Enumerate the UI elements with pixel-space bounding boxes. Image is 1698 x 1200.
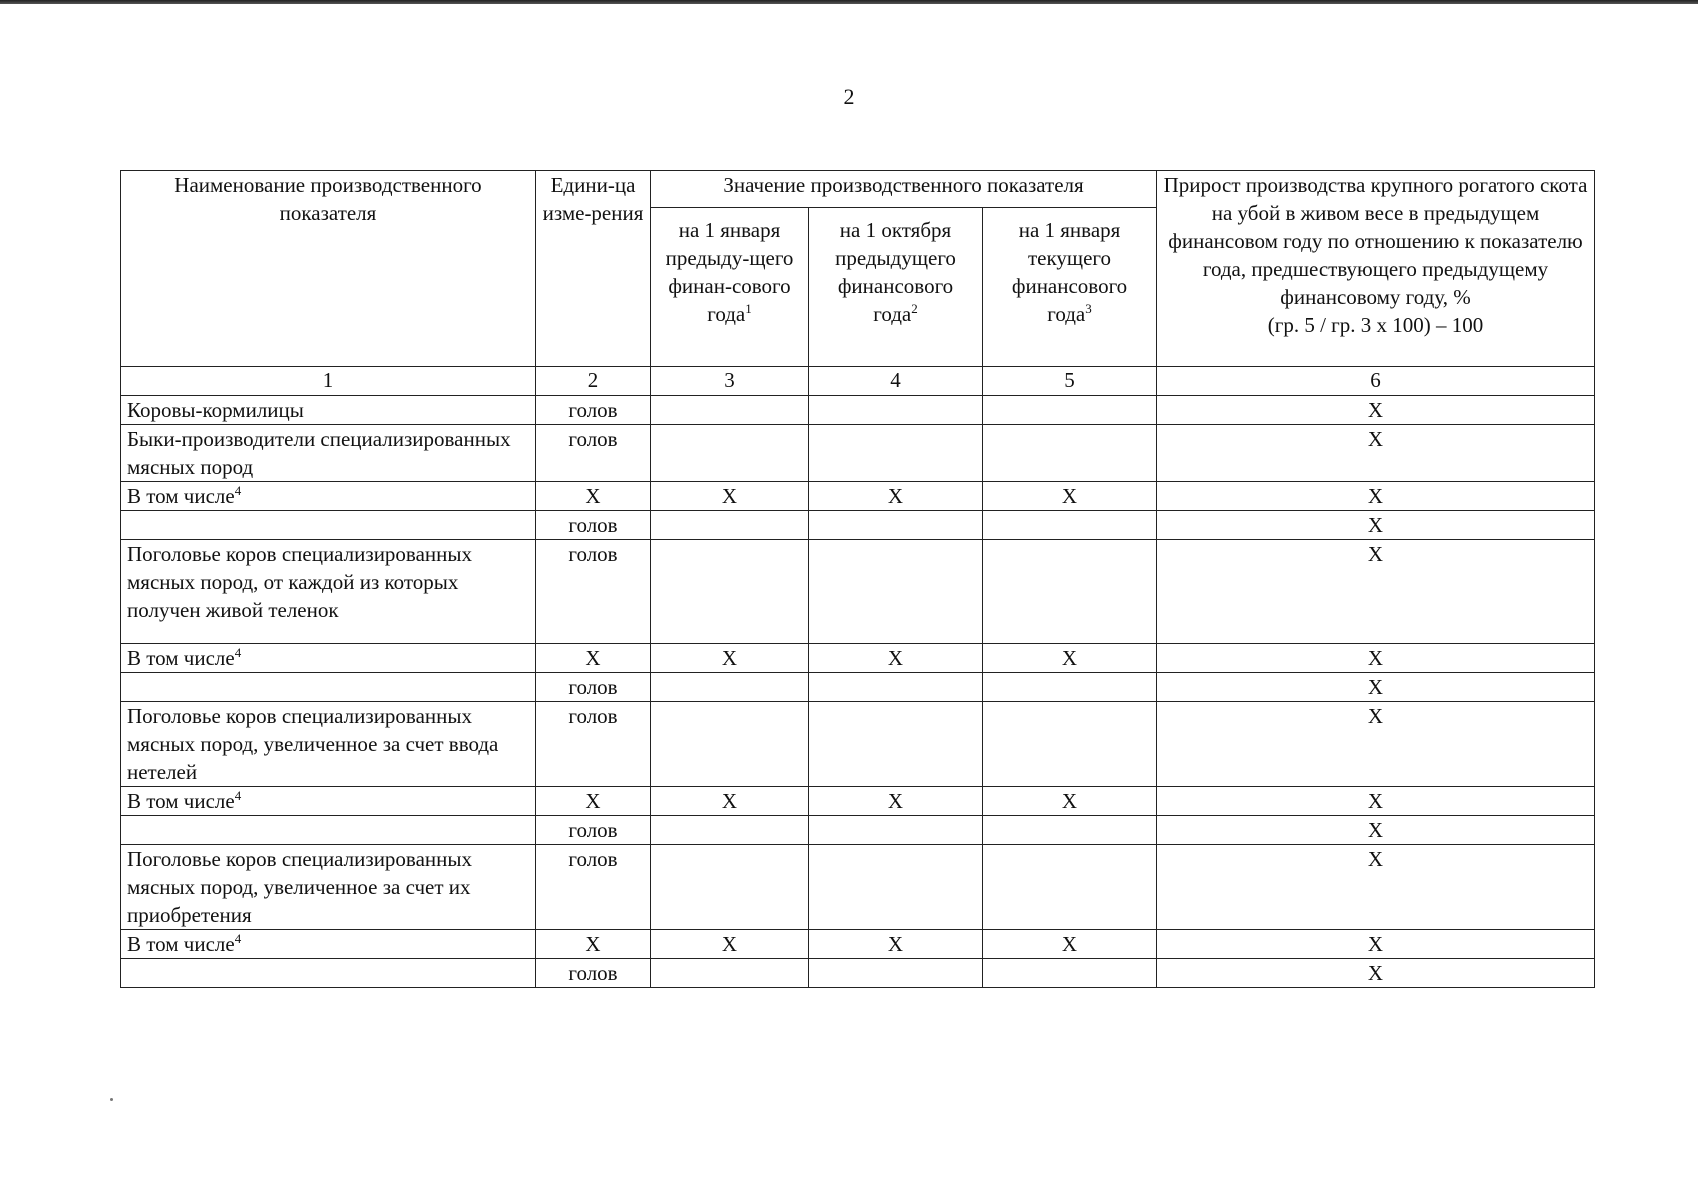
cell-value-oct bbox=[809, 816, 983, 845]
indicator-name-text: Поголовье коров специализированных мясных пород, увеличенное за счет их приобретения bbox=[127, 847, 472, 927]
table-body bbox=[121, 396, 1595, 988]
cell-growth-text: Х bbox=[1367, 675, 1384, 699]
footnote-ref-3: 3 bbox=[1085, 301, 1092, 316]
table-row bbox=[121, 845, 1595, 930]
cell-indicator-name bbox=[121, 816, 536, 845]
cell-growth-text: Х bbox=[1367, 513, 1384, 537]
cell-value-cur-jan bbox=[983, 673, 1157, 702]
cell-indicator-name bbox=[121, 702, 536, 787]
column-number: 6 bbox=[1157, 367, 1595, 396]
cell-growth bbox=[1157, 511, 1595, 540]
cell-value-cur-jan bbox=[983, 425, 1157, 482]
header-value-group-text: Значение производственного показателя bbox=[723, 173, 1084, 197]
scan-speck bbox=[110, 1098, 113, 1101]
cell-growth bbox=[1157, 673, 1595, 702]
footnote-ref-4: 4 bbox=[234, 931, 242, 946]
cell-value-oct bbox=[809, 673, 983, 702]
cell-value-oct-text: Х bbox=[887, 646, 904, 670]
cell-unit bbox=[536, 816, 651, 845]
cell-growth-text: Х bbox=[1367, 646, 1384, 670]
cell-unit bbox=[536, 644, 651, 673]
cell-growth-text: Х bbox=[1367, 818, 1384, 842]
footnote-ref-4: 4 bbox=[234, 645, 242, 660]
cell-growth bbox=[1157, 425, 1595, 482]
cell-value-oct bbox=[809, 959, 983, 988]
cell-growth bbox=[1157, 482, 1595, 511]
cell-unit-text: голов bbox=[568, 847, 618, 871]
cell-indicator-name bbox=[121, 540, 536, 644]
cell-value-cur-jan bbox=[983, 787, 1157, 816]
table-row bbox=[121, 930, 1595, 959]
cell-growth-text: Х bbox=[1367, 961, 1384, 985]
cell-value-prev-jan bbox=[651, 959, 809, 988]
cell-unit-text: Х bbox=[585, 932, 601, 956]
cell-value-prev-jan bbox=[651, 540, 809, 644]
table-row bbox=[121, 425, 1595, 482]
cell-value-oct-text: Х bbox=[887, 484, 904, 508]
cell-indicator-name bbox=[121, 787, 536, 816]
cell-indicator-name bbox=[121, 673, 536, 702]
cell-value-prev-jan bbox=[651, 425, 809, 482]
table-row bbox=[121, 816, 1595, 845]
header-indicator-name bbox=[121, 171, 536, 367]
cell-unit-text: Х bbox=[585, 646, 601, 670]
cell-growth-text: Х bbox=[1367, 789, 1384, 813]
column-number: 3 bbox=[651, 367, 809, 396]
cell-unit-text: голов bbox=[568, 427, 618, 451]
footnote-ref-4: 4 bbox=[234, 483, 242, 498]
cell-indicator-name bbox=[121, 511, 536, 540]
cell-value-oct bbox=[809, 644, 983, 673]
table-row bbox=[121, 702, 1595, 787]
cell-value-cur-jan bbox=[983, 644, 1157, 673]
cell-unit bbox=[536, 540, 651, 644]
cell-value-cur-jan bbox=[983, 959, 1157, 988]
cell-growth-text: Х bbox=[1367, 542, 1384, 566]
cell-value-oct bbox=[809, 511, 983, 540]
table-row bbox=[121, 787, 1595, 816]
cell-value-prev-jan bbox=[651, 702, 809, 787]
table-row bbox=[121, 540, 1595, 644]
indicator-name-text: Быки-производители специализированных мясных пород bbox=[127, 427, 511, 479]
header-indicator-name-text: Наименование производственного показателя bbox=[174, 173, 482, 225]
cell-growth bbox=[1157, 845, 1595, 930]
cell-unit bbox=[536, 845, 651, 930]
table-row bbox=[121, 673, 1595, 702]
cell-value-oct bbox=[809, 930, 983, 959]
cell-unit-text: голов bbox=[568, 398, 618, 422]
cell-unit-text: голов bbox=[568, 513, 618, 537]
header-value-prev-jan-text: на 1 января предыду-щего финан-сового года bbox=[665, 218, 794, 326]
cell-growth-text: Х bbox=[1367, 704, 1384, 728]
header-value-cur-jan bbox=[983, 208, 1157, 367]
cell-value-prev-jan bbox=[651, 845, 809, 930]
cell-value-cur-jan-text: Х bbox=[1061, 789, 1078, 813]
cell-value-cur-jan bbox=[983, 816, 1157, 845]
header-growth-formula: (гр. 5 / гр. 3 х 100) – 100 bbox=[1267, 313, 1484, 337]
cell-growth-text: Х bbox=[1367, 484, 1384, 508]
indicator-name-text: В том числе bbox=[127, 484, 235, 508]
cell-indicator-name bbox=[121, 959, 536, 988]
cell-unit bbox=[536, 396, 651, 425]
cell-indicator-name bbox=[121, 396, 536, 425]
cell-indicator-name bbox=[121, 845, 536, 930]
header-value-oct-text: на 1 октября предыдущего финансового года bbox=[835, 218, 956, 326]
table-row bbox=[121, 511, 1595, 540]
cell-unit bbox=[536, 511, 651, 540]
cell-value-oct bbox=[809, 702, 983, 787]
cell-unit-text: Х bbox=[585, 789, 601, 813]
cell-growth bbox=[1157, 930, 1595, 959]
cell-unit bbox=[536, 425, 651, 482]
page-number: 2 bbox=[843, 84, 855, 109]
header-growth-text: Прирост производства крупного рогатого скота на убой в живом весе в предыдущем финансовом году по отношению к показателю года, предшествующего предыдущему финансовому году, % bbox=[1163, 173, 1588, 309]
header-value-oct bbox=[809, 208, 983, 367]
cell-growth bbox=[1157, 959, 1595, 988]
cell-indicator-name bbox=[121, 644, 536, 673]
cell-value-cur-jan bbox=[983, 845, 1157, 930]
cell-growth bbox=[1157, 396, 1595, 425]
cell-unit-text: голов bbox=[568, 542, 618, 566]
table-row bbox=[121, 482, 1595, 511]
cell-value-prev-jan bbox=[651, 930, 809, 959]
cell-value-oct-text: Х bbox=[887, 932, 904, 956]
footnote-ref-4: 4 bbox=[234, 788, 242, 803]
indicator-name-text: Коровы-кормилицы bbox=[127, 398, 304, 422]
cell-value-cur-jan-text: Х bbox=[1061, 932, 1078, 956]
column-number: 5 bbox=[983, 367, 1157, 396]
cell-value-cur-jan bbox=[983, 930, 1157, 959]
header-unit bbox=[536, 171, 651, 367]
cell-value-cur-jan-text: Х bbox=[1061, 646, 1078, 670]
cell-value-prev-jan-text: Х bbox=[721, 789, 738, 813]
cell-unit-text: голов bbox=[568, 961, 618, 985]
cell-unit-text: Х bbox=[585, 484, 601, 508]
column-number: 2 bbox=[536, 367, 651, 396]
cell-value-prev-jan-text: Х bbox=[721, 646, 738, 670]
cell-value-prev-jan bbox=[651, 673, 809, 702]
cell-value-oct bbox=[809, 787, 983, 816]
cell-unit bbox=[536, 482, 651, 511]
indicator-name-text: Поголовье коров специализированных мясных пород, от каждой из которых получен живой теленок bbox=[127, 542, 472, 622]
indicator-table bbox=[120, 170, 1595, 988]
header-value-prev-jan bbox=[651, 208, 809, 367]
indicator-name-text: В том числе bbox=[127, 932, 235, 956]
cell-value-oct bbox=[809, 845, 983, 930]
cell-value-cur-jan bbox=[983, 396, 1157, 425]
cell-value-cur-jan bbox=[983, 702, 1157, 787]
cell-unit bbox=[536, 930, 651, 959]
cell-unit-text: голов bbox=[568, 704, 618, 728]
cell-value-oct bbox=[809, 540, 983, 644]
header-growth bbox=[1157, 171, 1595, 367]
table-row bbox=[121, 396, 1595, 425]
cell-value-cur-jan bbox=[983, 482, 1157, 511]
column-number: 4 bbox=[809, 367, 983, 396]
cell-value-cur-jan-text: Х bbox=[1061, 484, 1078, 508]
cell-unit bbox=[536, 959, 651, 988]
cell-value-oct bbox=[809, 425, 983, 482]
cell-growth bbox=[1157, 540, 1595, 644]
footnote-ref-1: 1 bbox=[745, 301, 752, 316]
cell-value-prev-jan-text: Х bbox=[721, 484, 738, 508]
cell-growth-text: Х bbox=[1367, 398, 1384, 422]
cell-indicator-name bbox=[121, 482, 536, 511]
table-row bbox=[121, 959, 1595, 988]
cell-growth bbox=[1157, 787, 1595, 816]
cell-value-oct bbox=[809, 482, 983, 511]
cell-growth bbox=[1157, 816, 1595, 845]
indicator-name-text: В том числе bbox=[127, 789, 235, 813]
cell-value-prev-jan-text: Х bbox=[721, 932, 738, 956]
cell-value-prev-jan bbox=[651, 787, 809, 816]
cell-growth-text: Х bbox=[1367, 932, 1384, 956]
cell-value-prev-jan bbox=[651, 482, 809, 511]
cell-growth bbox=[1157, 702, 1595, 787]
cell-value-cur-jan bbox=[983, 540, 1157, 644]
header-unit-text: Едини-ца изме-рения bbox=[542, 173, 644, 225]
column-number: 1 bbox=[121, 367, 536, 396]
table-row bbox=[121, 644, 1595, 673]
indicator-name-text: Поголовье коров специализированных мясных пород, увеличенное за счет ввода нетелей bbox=[127, 704, 499, 784]
cell-value-oct bbox=[809, 396, 983, 425]
cell-unit bbox=[536, 702, 651, 787]
cell-value-oct-text: Х bbox=[887, 789, 904, 813]
cell-unit-text: голов bbox=[568, 818, 618, 842]
cell-value-cur-jan bbox=[983, 511, 1157, 540]
footnote-ref-2: 2 bbox=[911, 301, 918, 316]
cell-value-prev-jan bbox=[651, 644, 809, 673]
cell-indicator-name bbox=[121, 930, 536, 959]
cell-value-prev-jan bbox=[651, 396, 809, 425]
header-value-cur-jan-text: на 1 января текущего финансового года bbox=[1011, 218, 1128, 326]
indicator-name-text: В том числе bbox=[127, 646, 235, 670]
column-number-row bbox=[121, 367, 1595, 396]
cell-value-prev-jan bbox=[651, 816, 809, 845]
cell-indicator-name bbox=[121, 425, 536, 482]
cell-value-prev-jan bbox=[651, 511, 809, 540]
cell-growth-text: Х bbox=[1367, 847, 1384, 871]
cell-unit bbox=[536, 673, 651, 702]
scan-top-edge bbox=[0, 0, 1698, 4]
cell-growth-text: Х bbox=[1367, 427, 1384, 451]
cell-growth bbox=[1157, 644, 1595, 673]
header-value-group bbox=[651, 171, 1157, 208]
cell-unit bbox=[536, 787, 651, 816]
cell-unit-text: голов bbox=[568, 675, 618, 699]
